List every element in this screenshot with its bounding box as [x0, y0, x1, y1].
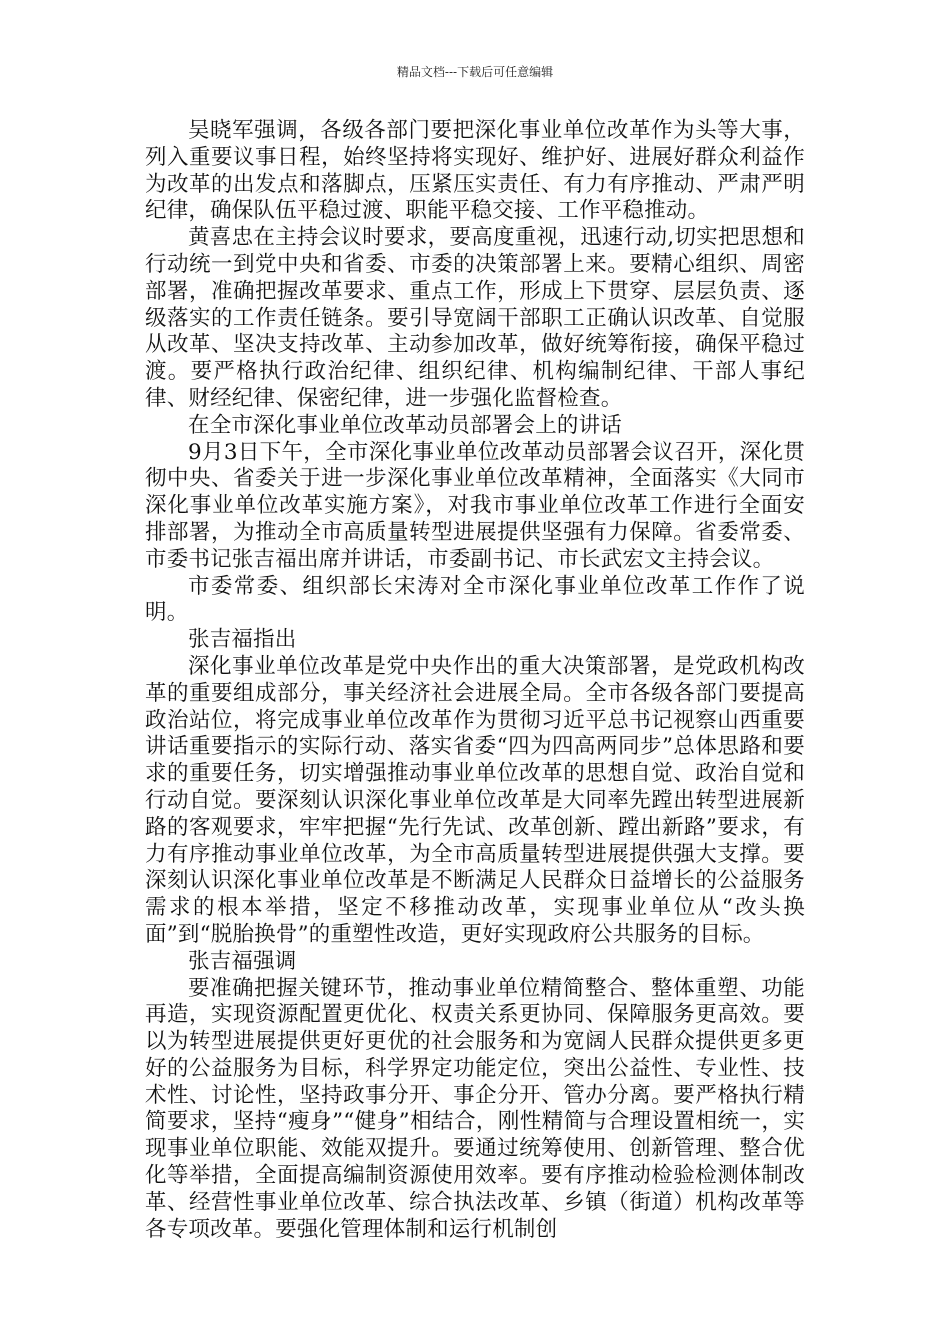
paragraph-song-tao: 市委常委、组织部长宋涛对全市深化事业单位改革工作作了说明。: [145, 573, 805, 626]
section-heading-speech: 在全市深化事业单位改革动员部署会上的讲话: [188, 412, 623, 438]
paragraph-huang-xizhong: 黄喜忠在主持会议时要求，要高度重视，迅速行动,切实把思想和行动统一到党中央和省委、市委的决策部署上来。要精心组织、周密部署，准确把握改革要求、重点工作，形成上下贯穿、层层负责、逐级落实的工作责任链条。要引导宽阔干部职工正确认识改革、自觉服从改革、坚决支持改革、主动参加改革，做好统筹衔接，确保平稳过渡。要严格执行政治纪律、组织纪律、机构编制纪律、干部人事纪律、财经纪律、保密纪律，进一步强化监督检查。: [145, 225, 805, 411]
paragraph-meeting-intro: 9月3日下午，全市深化事业单位改革动员部署会议召开，深化贯彻中央、省委关于进一步深化事业单位改革精神，全面落实《大同市深化事业单位改革实施方案》，对我市事业单位改革工作进行全面安排部署，为推动全市高质量转型进展提供坚强有力保障。省委常委、市委书记张吉福出席并讲话，市委副书记、市长武宏文主持会议。: [145, 439, 805, 572]
subheading-zhang-points-out: 张吉福指出: [188, 627, 297, 653]
paragraph-key-links: 要准确把握关键环节，推动事业单位精简整合、整体重塑、功能再造，实现资源配置更优化、权责关系更协同、保障服务更高效。要以为转型进展提供更好更优的社会服务和为宽阔人民群众提供更多更好的公益服务为目标，科学界定功能定位，突出公益性、专业性、技术性、讨论性，坚持政事分开、事企分开、管办分离。要严格执行精简要求，坚持“瘦身”“健身”相结合，刚性精简与合理设置相统一，实现事业单位职能、效能双提升。要通过统筹使用、创新管理、整合优化等举措，全面提高编制资源使用效率。要有序推动检验检测体制改革、经营性事业单位改革、综合执法改革、乡镇（街道）机构改革等各专项改革。要强化管理体制和运行机制创: [145, 975, 805, 1242]
document-body: [145, 118, 805, 1243]
subheading-zhang-emphasizes: 张吉福强调: [188, 948, 297, 974]
paragraph-wu-xiaojun: 吴晓军强调，各级各部门要把深化事业单位改革作为头等大事，列入重要议事日程，始终坚持将实现好、维护好、进展好群众利益作为改革的出发点和落脚点，压紧压实责任、有力有序推动、严肃严明纪律，确保队伍平稳过渡、职能平稳交接、工作平稳推动。: [145, 118, 805, 224]
page-header: 精品文档---下载后可任意编辑: [396, 65, 554, 79]
paragraph-reform-significance: 深化事业单位改革是党中央作出的重大决策部署，是党政机构改革的重要组成部分，事关经济社会进展全局。全市各级各部门要提高政治站位，将完成事业单位改革作为贯彻习近平总书记视察山西重要讲话重要指示的实际行动、落实省委“四为四高两同步”总体思路和要求的重要任务，切实增强推动事业单位改革的思想自觉、政治自觉和行动自觉。要深刻认识深化事业单位改革是大同率先蹚出转型进展新路的客观要求，牢牢把握“先行先试、改革创新、蹚出新路”要求，有力有序推动事业单位改革，为全市高质量转型进展提供强大支撑。要深刻认识深化事业单位改革是不断满足人民群众日益增长的公益服务需求的根本举措，坚定不移推动改革，实现事业单位从“改头换面”到“脱胎换骨”的重塑性改造，更好实现政府公共服务的目标。: [145, 653, 805, 947]
